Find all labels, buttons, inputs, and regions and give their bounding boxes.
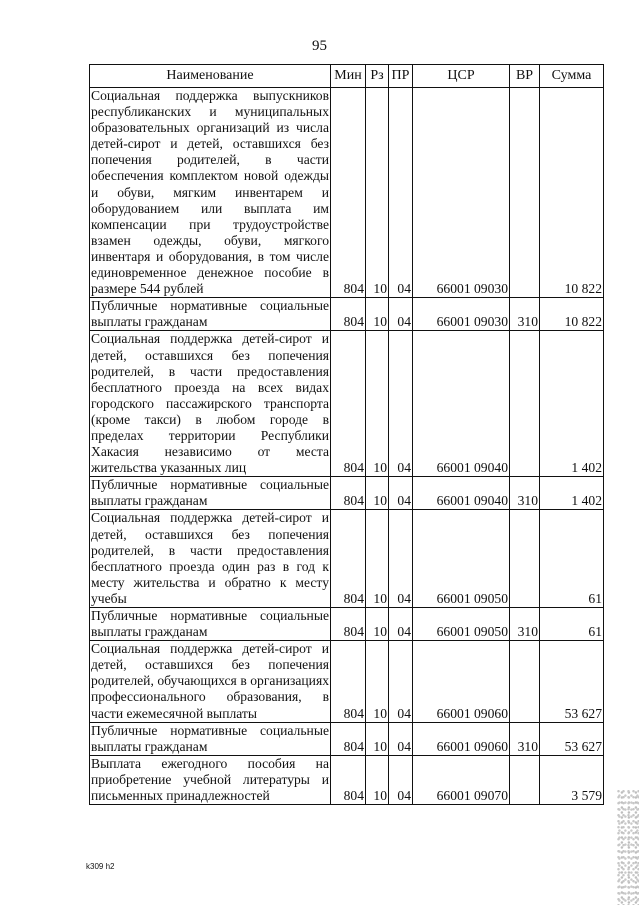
row-sum: 53 627 [540,641,604,722]
row-vr [510,755,540,804]
row-name: Социальная поддержка детей-сирот и детей, оставшихся без попечения родителей, обучающихся в организациях профессионального образования, в части ежемесячной выплаты [91,641,329,721]
row-min: 804 [331,88,366,298]
row-csr: 66001 09050 [413,608,510,641]
table-row [90,88,604,298]
row-sum: 1 402 [540,331,604,477]
row-sum: 3 579 [540,755,604,804]
row-sum: 10 822 [540,88,604,298]
row-vr [510,88,540,298]
page-number: 95 [312,38,327,54]
row-vr [510,510,540,608]
header-sum: Сумма [540,65,604,88]
row-rz: 10 [366,608,389,641]
row-vr: 310 [510,608,540,641]
footer-code: k309 h2 [86,862,115,871]
row-pr: 04 [389,510,413,608]
row-vr [510,641,540,722]
table-header-row [90,65,604,88]
row-pr: 04 [389,641,413,722]
row-pr: 04 [389,608,413,641]
row-min: 804 [331,298,366,331]
table-row [90,641,604,722]
row-rz: 10 [366,722,389,755]
row-min: 804 [331,510,366,608]
row-sum: 61 [540,510,604,608]
row-csr: 66001 09040 [413,331,510,477]
row-csr: 66001 09030 [413,298,510,331]
row-csr: 66001 09050 [413,510,510,608]
table-row [90,477,604,510]
row-name: Социальная поддержка выпускников республиканских и муниципальных образовательных организаций из числа детей-сирот и детей, оставшихся без попечения родителей, в части обеспечения комплектом новой одежды и обуви, мягким инвентарем и оборудованием или выплата им компенсации при трудоустройстве взамен одежды, обуви, мягкого инвентаря и оборудования, в том числе единовременное денежное пособие в размере 544 рублей [91,88,329,297]
table-row [90,331,604,477]
row-rz: 10 [366,298,389,331]
row-csr: 66001 09030 [413,88,510,298]
row-rz: 10 [366,641,389,722]
header-pr: ПР [389,65,413,88]
header-vr: ВР [510,65,540,88]
row-csr: 66001 09060 [413,641,510,722]
row-pr: 04 [389,331,413,477]
row-pr: 04 [389,298,413,331]
row-min: 804 [331,722,366,755]
row-sum: 10 822 [540,298,604,331]
table-row [90,722,604,755]
budget-table [89,64,604,805]
row-min: 804 [331,641,366,722]
row-min: 804 [331,331,366,477]
scan-noise-decoration [617,790,639,905]
row-name: Публичные нормативные социальные выплаты гражданам [91,722,329,754]
row-name: Публичные нормативные социальные выплаты гражданам [91,477,329,509]
row-vr: 310 [510,298,540,331]
row-rz: 10 [366,755,389,804]
row-name: Социальная поддержка детей-сирот и детей, оставшихся без попечения родителей, в части предоставления бесплатного проезда на всех видах городского пассажирского транспорта (кроме такси) в любом городе в пределах территории Республики Хакасия независимо от места жительства указанных лиц [91,331,329,476]
row-sum: 53 627 [540,722,604,755]
row-rz: 10 [366,477,389,510]
row-name: Социальная поддержка детей-сирот и детей, оставшихся без попечения родителей, в части предоставления бесплатного проезда один раз в год к месту жительства и обратно к месту учебы [91,510,329,606]
header-csr: ЦСР [413,65,510,88]
table-row [90,608,604,641]
row-sum: 1 402 [540,477,604,510]
header-min: Мин [331,65,366,88]
row-vr: 310 [510,722,540,755]
row-csr: 66001 09040 [413,477,510,510]
row-pr: 04 [389,88,413,298]
row-rz: 10 [366,510,389,608]
row-name: Публичные нормативные социальные выплаты гражданам [91,298,329,330]
row-pr: 04 [389,722,413,755]
row-min: 804 [331,477,366,510]
row-name: Выплата ежегодного пособия на приобретение учебной литературы и письменных принадлежностей [91,755,329,804]
row-name: Публичные нормативные социальные выплаты гражданам [91,608,329,640]
row-csr: 66001 09070 [413,755,510,804]
row-rz: 10 [366,331,389,477]
row-min: 804 [331,755,366,804]
header-rz: Рз [366,65,389,88]
row-pr: 04 [389,477,413,510]
header-name: Наименование [90,65,331,88]
row-rz: 10 [366,88,389,298]
table-row [90,755,604,804]
row-csr: 66001 09060 [413,722,510,755]
row-vr [510,331,540,477]
table-row [90,510,604,608]
row-vr: 310 [510,477,540,510]
row-pr: 04 [389,755,413,804]
row-min: 804 [331,608,366,641]
row-sum: 61 [540,608,604,641]
table-row [90,298,604,331]
